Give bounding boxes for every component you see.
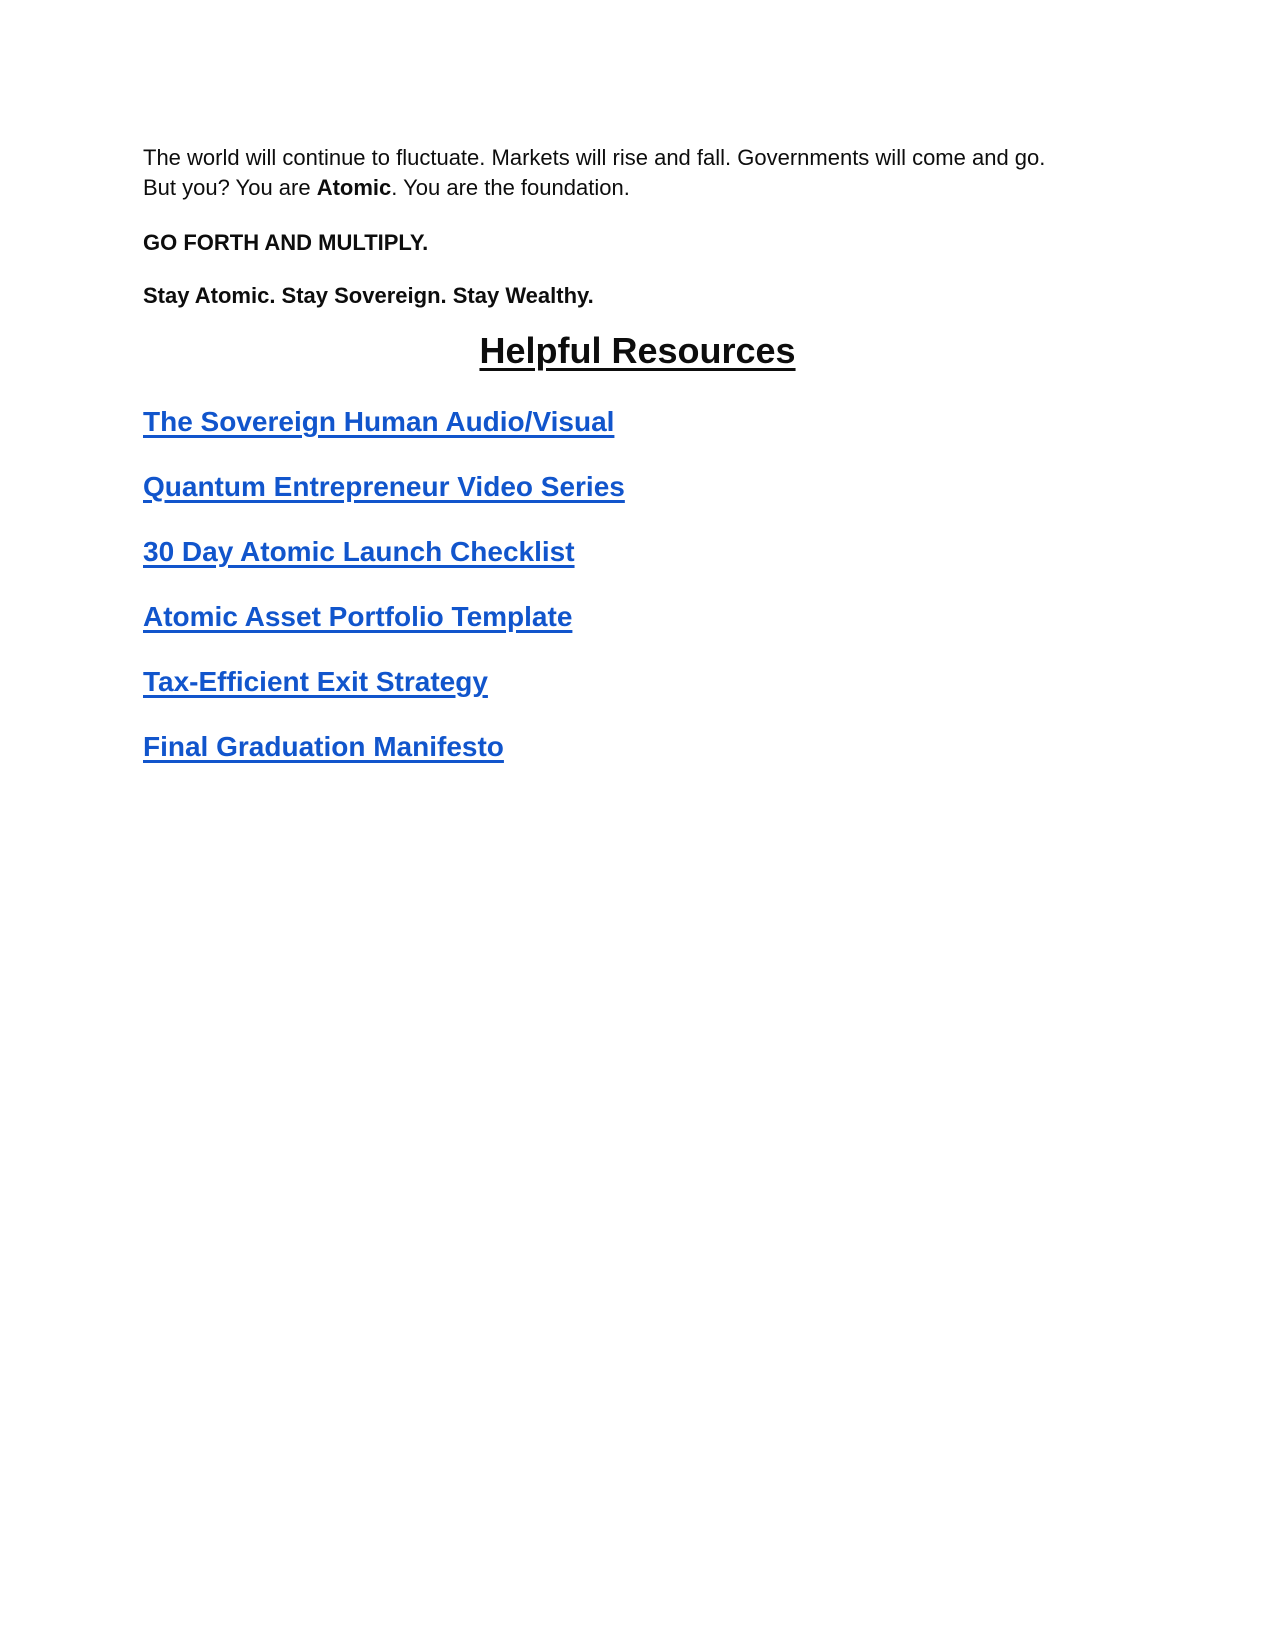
go-forth-line: GO FORTH AND MULTIPLY. [143, 230, 429, 255]
stay-atomic-line: Stay Atomic. Stay Sovereign. Stay Wealthy. [143, 283, 594, 308]
resource-link-row [143, 468, 1132, 511]
resource-link-row [143, 533, 1132, 576]
link-tax-efficient-exit-strategy[interactable]: Tax-Efficient Exit Strategy [143, 666, 488, 697]
intro-bold-atomic: Atomic [316, 175, 392, 200]
resource-link-row [143, 598, 1132, 641]
link-quantum-entrepreneur-video-series[interactable]: Quantum Entrepreneur Video Series [143, 471, 625, 502]
link-final-graduation-manifesto[interactable]: Final Graduation Manifesto [143, 731, 504, 762]
resource-link-row [143, 663, 1132, 706]
helpful-resources-heading: Helpful Resources [479, 330, 796, 371]
intro-line1: The world will continue to fluctuate. Markets will rise and fall. Governments will come and go. [143, 145, 1046, 170]
resource-link-row [143, 403, 1132, 446]
link-sovereign-human-audio-visual[interactable]: The Sovereign Human Audio/Visual [143, 406, 615, 437]
resource-link-row [143, 728, 1132, 771]
intro-paragraph [143, 143, 1132, 203]
link-atomic-asset-portfolio-template[interactable]: Atomic Asset Portfolio Template [143, 601, 573, 632]
link-30-day-atomic-launch-checklist[interactable]: 30 Day Atomic Launch Checklist [143, 536, 575, 567]
intro-line2-post: . You are the foundation. [391, 175, 630, 200]
intro-line2-pre: But you? You are [143, 175, 317, 200]
